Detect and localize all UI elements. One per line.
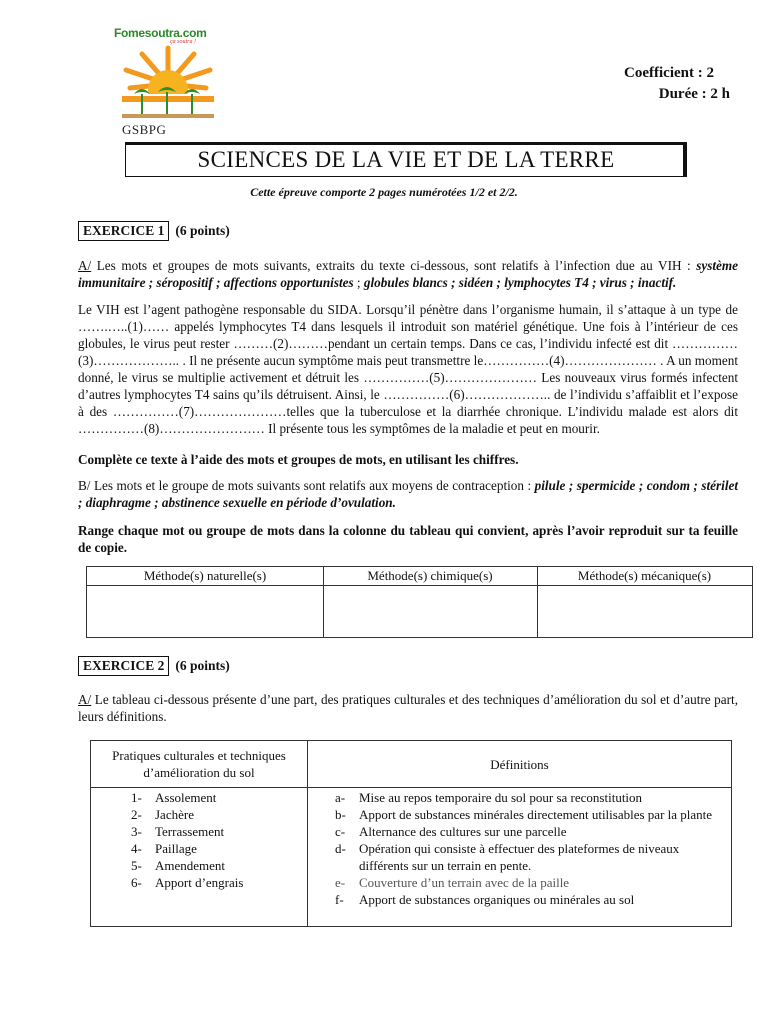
- coefficient: Coefficient : 2: [624, 65, 714, 81]
- list-item: a- Mise au repos temporaire du sol pour sa reconstitution: [335, 790, 643, 805]
- table-header-mechanical: Méthode(s) mécanique(s): [577, 568, 712, 583]
- list-item: 1- Assolement: [131, 790, 217, 805]
- list-item: 6- Apport d’engrais: [131, 875, 244, 890]
- part-b-words: pilule ; spermicide ; condom ; stérilet ; diaphragme ; abstinence sexuelle en période d’ovulation.: [78, 478, 739, 510]
- exercise-2-heading: [78, 656, 230, 676]
- soil-practices-table: [90, 740, 732, 927]
- fill-in-text: Le VIH est l’agent pathogène responsable du SIDA. Lorsqu’il pénètre dans l’organisme humain, il s’attaque à un type de …….…..(1)…… appelés lymphocytes T4 dans lesquels il introduit son matériel génétique. Une fois à l’intérieur de ces globules, le virus peut rester ………(2)………pendant un certain temps. Dans ce cas, l’individu infecté est dit ……………(3)……………….. . Il ne présente aucun symptôme mais peut transmettre le……………(4)………………… . A un moment donné, le virus se multiplie activement et détruit les ……………(5)………………… Les nouveaux virus formés infectent d’autres lymphocytes T4 sains qu’ils détruisent. Ainsi, le ……………(6)……………….. de l’individu s’affaiblit et l’expose à des ……………(7)…………………telles que la tuberculose et la diarrhée chronique. L’individu malade est alors dit ……………(8)…………………… Il présente tous les symptômes de la maladie et peut en mourir.: [78, 302, 738, 436]
- list-item: 2- Jachère: [131, 807, 194, 822]
- logo-brand: Fomesoutra.com: [114, 26, 207, 40]
- list-item: f- Apport de substances organiques ou minérales au sol: [335, 892, 635, 907]
- exercise-1-instruction: Complète ce texte à l’aide des mots et groupes de mots, en utilisant les chiffres.: [78, 452, 519, 467]
- table-header-chemical: Méthode(s) chimique(s): [367, 568, 493, 583]
- list-item: c- Alternance des cultures sur une parcelle: [335, 824, 567, 839]
- part-b-intro: Les mots et le groupe de mots suivants sont relatifs aux moyens de contraception :: [90, 478, 535, 493]
- part-b-label: B/: [78, 478, 91, 493]
- list-item: 5- Amendement: [131, 858, 226, 873]
- table-header-definitions: Définitions: [490, 757, 549, 772]
- part-a-words-2: globules blancs ; sidéen ; lymphocytes T4 ; virus ; inactif.: [363, 275, 677, 290]
- sun-palm-icon: [120, 44, 216, 122]
- table-column-mechanical: [537, 567, 752, 637]
- list-item: 4- Paillage: [131, 841, 197, 856]
- table-divider-horizontal: [91, 787, 731, 788]
- exercise-2-label: EXERCICE 2: [78, 656, 169, 676]
- exercise-2-points: (6 points): [175, 658, 230, 673]
- part-a-intro: Les mots et groupes de mots suivants, extraits du texte ci-dessous, sont relatifs à l’infection due au VIH :: [91, 258, 697, 273]
- table-header-practices: Pratiques culturales et techniques d’amélioration du sol: [112, 748, 286, 780]
- exercise-1-part-b: [78, 477, 738, 511]
- duration: Durée : 2 h: [658, 86, 730, 102]
- list-item: d- Opération qui consiste à effectuer des plateformes de niveaux différents sur un terrain en pente.: [335, 841, 680, 873]
- list-item: e- Couverture d’un terrain avec de la paille: [335, 875, 570, 890]
- table-header-natural: Méthode(s) naturelle(s): [143, 568, 267, 583]
- list-item: 3- Terrassement: [131, 824, 225, 839]
- contraception-table: [86, 566, 753, 638]
- exercise-1-label: EXERCICE 1: [78, 221, 169, 241]
- part-a-sep: ;: [353, 275, 364, 290]
- page-subtitle: Cette épreuve comporte 2 pages numérotées 1/2 et 2/2.: [250, 185, 518, 199]
- exercise-1-points: (6 points): [175, 223, 230, 238]
- exercise-1-instruction-2: Range chaque mot ou groupe de mots dans la colonne du tableau qui convient, après l’avoir reproduit sur ta feuille de copie.: [78, 523, 738, 555]
- table-column-chemical: [323, 567, 538, 637]
- logo: [112, 26, 224, 136]
- part-a-words: système immunitaire ; séropositif ; affections opportunistes: [78, 258, 738, 290]
- exercise-1-part-a: [78, 257, 738, 291]
- exercise-2-part-a: [78, 691, 738, 725]
- list-item: b- Apport de substances minérales directement utilisables par la plante: [335, 807, 713, 822]
- ex2-part-a-label: A/: [78, 692, 92, 707]
- logo-name: GSBPG: [122, 122, 167, 137]
- part-a-label: A/: [78, 258, 92, 273]
- practices-list: [131, 789, 243, 891]
- logo-tagline: ça soutra !: [170, 39, 196, 45]
- ex2-part-a-intro: Le tableau ci-dessous présente d’une part, des pratiques culturales et des techniques d’amélioration du sol et d’autre part, leurs définitions.: [78, 692, 738, 724]
- definitions-list: [335, 789, 725, 908]
- page-title: SCIENCES DE LA VIE ET DE LA TERRE: [125, 142, 687, 177]
- exercise-1-heading: [78, 221, 230, 241]
- table-column-natural: [87, 567, 324, 637]
